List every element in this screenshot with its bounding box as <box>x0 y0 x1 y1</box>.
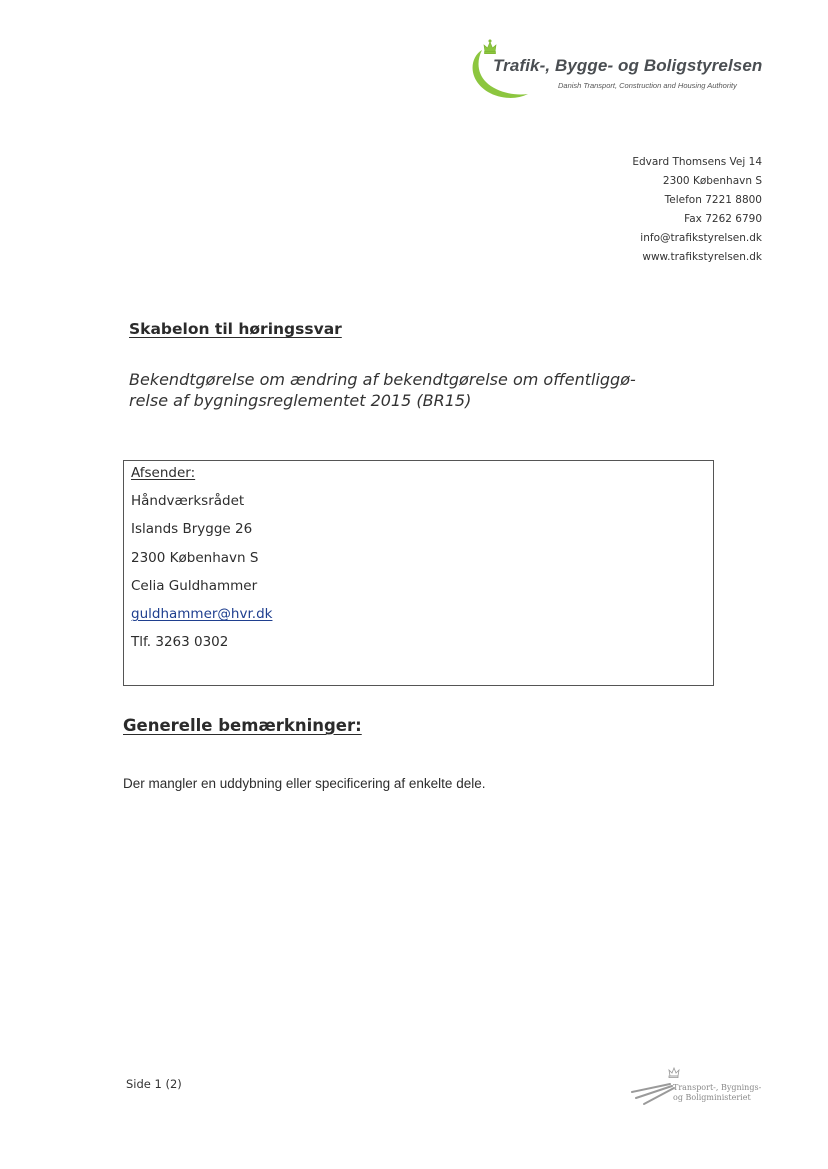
document-subtitle <box>129 369 669 411</box>
agency-logo <box>466 36 766 102</box>
sender-phone: Tlf. 3263 0302 <box>131 634 229 650</box>
sender-organization: Håndværksrådet <box>131 493 245 509</box>
sender-contact-name: Celia Guldhammer <box>131 578 258 594</box>
address-city: 2300 København S <box>662 175 762 187</box>
address-phone: Telefon 7221 8800 <box>664 194 762 206</box>
subtitle-line: relse af bygningsreglementet 2015 (BR15) <box>129 391 472 410</box>
logo-subtitle: Danish Transport, Construction and Housing Authority <box>558 81 737 90</box>
sender-label: Afsender: <box>131 465 196 481</box>
address-email: info@trafikstyrelsen.dk <box>640 232 762 244</box>
page-number: Side 1 (2) <box>126 1077 182 1091</box>
sender-email-link[interactable]: guldhammer@hvr.dk <box>131 606 273 622</box>
ministry-logo <box>630 1066 770 1110</box>
ministry-line: Transport-, Bygnings- <box>673 1083 762 1092</box>
subtitle-line: Bekendtgørelse om ændring af bekendtgørelse om offentliggø- <box>129 370 636 389</box>
logo-title: Trafik-, Bygge- og Boligstyrelsen <box>493 56 763 75</box>
sender-city: 2300 København S <box>131 550 259 566</box>
ministry-line: og Boligministeriet <box>673 1093 751 1102</box>
agency-address <box>632 153 762 267</box>
ministry-name <box>673 1083 761 1103</box>
general-remarks-heading: Generelle bemærkninger: <box>123 716 362 735</box>
document-heading: Skabelon til høringssvar <box>129 320 342 338</box>
address-fax: Fax 7262 6790 <box>684 213 762 225</box>
general-remarks-text: Der mangler en uddybning eller specificering af enkelte dele. <box>123 776 486 791</box>
address-website: www.trafikstyrelsen.dk <box>642 251 762 263</box>
address-street: Edvard Thomsens Vej 14 <box>632 156 762 168</box>
sender-street: Islands Brygge 26 <box>131 521 253 537</box>
sender-box <box>123 460 714 686</box>
